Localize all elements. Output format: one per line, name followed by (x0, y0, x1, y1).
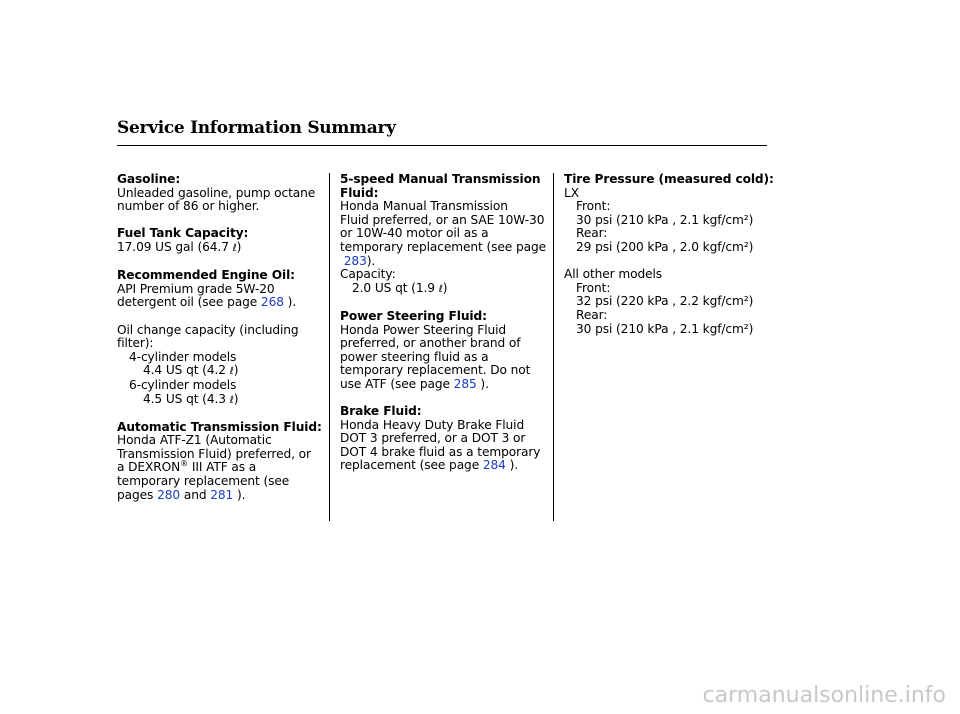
bf-line-1: Honda Heavy Duty Brake Fluid (340, 417, 525, 432)
gasoline-heading: Gasoline: (117, 172, 181, 186)
atf-heading: Automatic Transmission Fluid: (117, 419, 322, 434)
bf-line-3: DOT 4 brake fluid as a temporary (340, 444, 541, 459)
mt-line-3: or 10W-40 motor oil as a (340, 226, 489, 241)
mt-line-4: temporary replacement (see page (340, 239, 547, 254)
page-link-285[interactable]: 285 (453, 376, 477, 391)
page-link-268[interactable]: 268 (260, 295, 284, 310)
tire-pressure-heading: Tire Pressure (measured cold): (564, 172, 774, 186)
gasoline-line-1: Unleaded gasoline, pump octane (117, 185, 316, 200)
column-1 (117, 173, 327, 502)
column-2 (340, 173, 550, 473)
ps-line-5: use ATF (see page 285 ). (340, 376, 489, 391)
ps-line-2: preferred, or another brand of (340, 336, 521, 351)
four-cyl-value: 4.4 US qt (4.2 ℓ) (143, 363, 239, 378)
column-divider-1 (329, 173, 330, 521)
column-divider-2 (553, 173, 554, 521)
mt-capacity-label: Capacity: (340, 267, 396, 282)
bf-line-4: replacement (see page 284 ). (340, 458, 519, 473)
gasoline-line-2: number of 86 or higher. (117, 199, 260, 214)
page-link-283[interactable]: 283 (343, 253, 367, 268)
watermark: carmanualsonline.info (702, 683, 946, 708)
fuel-tank-value: 17.09 US gal (64.7 ℓ) (117, 239, 242, 254)
ps-line-3: power steering fluid as a (340, 349, 489, 364)
other-front-value: 32 psi (220 kPa , 2.2 kgf/cm²) (576, 294, 754, 309)
ps-line-4: temporary replacement. Do not (340, 363, 531, 378)
lx-front-label: Front: (576, 199, 611, 214)
four-cyl-label: 4-cylinder models (129, 349, 237, 364)
atf-line-2: Transmission Fluid) preferred, or (117, 446, 311, 461)
page-title: Service Information Summary (117, 118, 396, 138)
engine-oil-line-1: API Premium grade 5W-20 (117, 281, 275, 296)
bf-line-2: DOT 3 preferred, or a DOT 3 or (340, 431, 526, 446)
page-link-281[interactable]: 281 (210, 487, 234, 502)
brake-fluid-heading: Brake Fluid: (340, 404, 422, 419)
engine-oil-heading: Recommended Engine Oil: (117, 268, 295, 283)
liter-symbol: ℓ (232, 242, 237, 254)
oil-change-line-1: Oil change capacity (including (117, 322, 299, 337)
six-cyl-label: 6-cylinder models (129, 377, 237, 392)
lx-front-value: 30 psi (210 kPa , 2.1 kgf/cm²) (576, 212, 754, 227)
six-cyl-value: 4.5 US qt (4.3 ℓ) (143, 391, 239, 406)
engine-oil-line-2: detergent oil (see page 268 ). (117, 295, 297, 310)
atf-line-3: a DEXRON® III ATF as a (117, 459, 257, 475)
atf-line-4: temporary replacement (see (117, 474, 290, 489)
atf-line-5: pages 280 and 281 ). (117, 487, 246, 502)
ps-heading: Power Steering Fluid: (340, 308, 487, 323)
other-models-label: All other models (564, 267, 663, 282)
mt-line-1: Honda Manual Transmission (340, 199, 508, 214)
lx-rear-value: 29 psi (200 kPa , 2.0 kgf/cm²) (576, 239, 754, 254)
mt-capacity-value: 2.0 US qt (1.9 ℓ) (352, 280, 448, 295)
other-rear-value: 30 psi (210 kPa , 2.1 kgf/cm²) (576, 321, 754, 336)
other-rear-label: Rear: (576, 307, 608, 322)
fuel-tank-heading: Fuel Tank Capacity: (117, 226, 249, 241)
title-rule (117, 145, 767, 146)
lx-label: LX (564, 185, 579, 200)
page-link-280[interactable]: 280 (157, 487, 181, 502)
lx-rear-label: Rear: (576, 226, 608, 241)
atf-line-1: Honda ATF-Z1 (Automatic (117, 433, 272, 448)
other-front-label: Front: (576, 280, 611, 295)
oil-change-line-2: filter): (117, 336, 154, 351)
column-3 (564, 173, 774, 336)
mt-line-5: 283). (343, 253, 376, 268)
mt-heading-2: Fluid: (340, 185, 379, 200)
mt-line-2: Fluid preferred, or an SAE 10W-30 (340, 212, 545, 227)
mt-heading-1: 5-speed Manual Transmission (340, 172, 541, 186)
page-link-284[interactable]: 284 (482, 458, 506, 473)
ps-line-1: Honda Power Steering Fluid (340, 322, 507, 337)
